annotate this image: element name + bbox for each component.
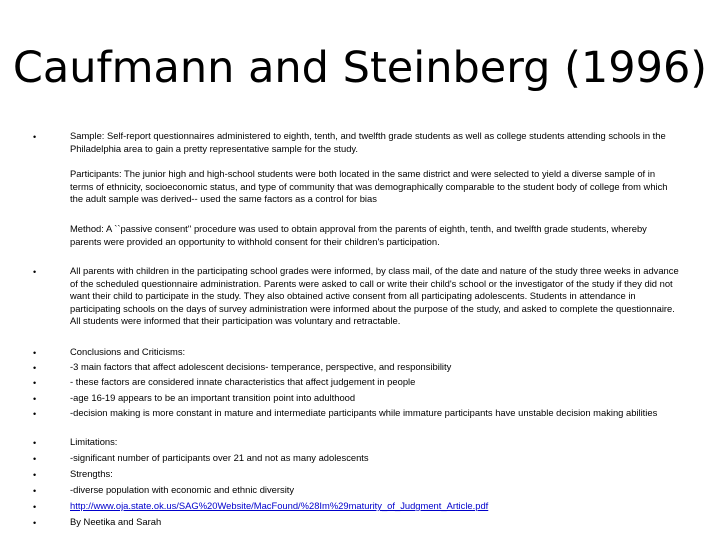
- conclusions-heading: Conclusions and Criticisms:: [70, 346, 186, 357]
- bullet: •: [33, 394, 37, 404]
- bullet: •: [33, 267, 37, 277]
- bullet: •: [33, 363, 37, 373]
- limitations-heading: Limitations:: [70, 436, 118, 447]
- bullet: •: [33, 518, 37, 528]
- strength-line: -diverse population with economic and ethnic diversity: [70, 484, 295, 495]
- strengths-heading: Strengths:: [70, 468, 113, 479]
- participants-paragraph: Participants: The junior high and high-school students were both located in the same district and were selected to yield a diverse sample of in terms of ethnicity, socioeconomic status, and type of community that was demographically comparable to the student body of college from which the adult sample was derived-- used the same factors as a control for bias: [70, 168, 668, 205]
- bullet: •: [33, 378, 37, 388]
- bullet: •: [33, 132, 37, 142]
- innate-line: - these factors are considered innate characteristics that affect judgement in people: [70, 376, 416, 387]
- limitation-line: -significant number of participants over 21 and not as many adolescents: [70, 452, 369, 463]
- age-line: -age 16-19 appears to be an important transition point into adulthood: [70, 392, 356, 403]
- method-paragraph: Method: A ``passive consent'' procedure was used to obtain approval from the parents of eighth, tenth, and twelfth grade students, whereby parents were provided an opportunity to withhold consent for their children's participation.: [70, 223, 647, 247]
- bullet: •: [33, 438, 37, 448]
- decision-making-line: -decision making is more constant in mature and intermediate participants while immature participants have unstable decision making abilities: [70, 407, 658, 418]
- bullet: •: [33, 348, 37, 358]
- authors-line: By Neetika and Sarah: [70, 516, 162, 527]
- article-link[interactable]: http://www.oja.state.ok.us/SAG%20Website/MacFound/%28Im%29maturity_of_Judgment_Article.pdf: [70, 500, 489, 511]
- bullet: •: [33, 454, 37, 464]
- slide-title: Caufmann and Steinberg (1996): [12, 43, 708, 93]
- three-factors-line: -3 main factors that affect adolescent decisions- temperance, perspective, and responsibility: [70, 361, 452, 372]
- sample-paragraph: Sample: Self-report questionnaires administered to eighth, tenth, and twelfth grade students as well as college students attending schools in the Philadelphia area to gain a pretty representative sample for the study.: [70, 130, 666, 154]
- bullet: •: [33, 486, 37, 496]
- bullet: •: [33, 409, 37, 419]
- parents-informed-paragraph: All parents with children in the participating school grades were informed, by class mail, of the date and nature of the study three weeks in advance of the scheduled questionnaire administration. Parents were asked to call or write their child's school or the investigator of the study if they did not want their child to participate in the study. They also obtained active consent from all participating adolescents. Students in attendance in participating schools on the days of survey administration were informed about the purpose of the study, and asked to complete the questionnaire. All students were informed that their participation was voluntary and retractable.: [70, 265, 679, 327]
- bullet: •: [33, 470, 37, 480]
- bullet: •: [33, 502, 37, 512]
